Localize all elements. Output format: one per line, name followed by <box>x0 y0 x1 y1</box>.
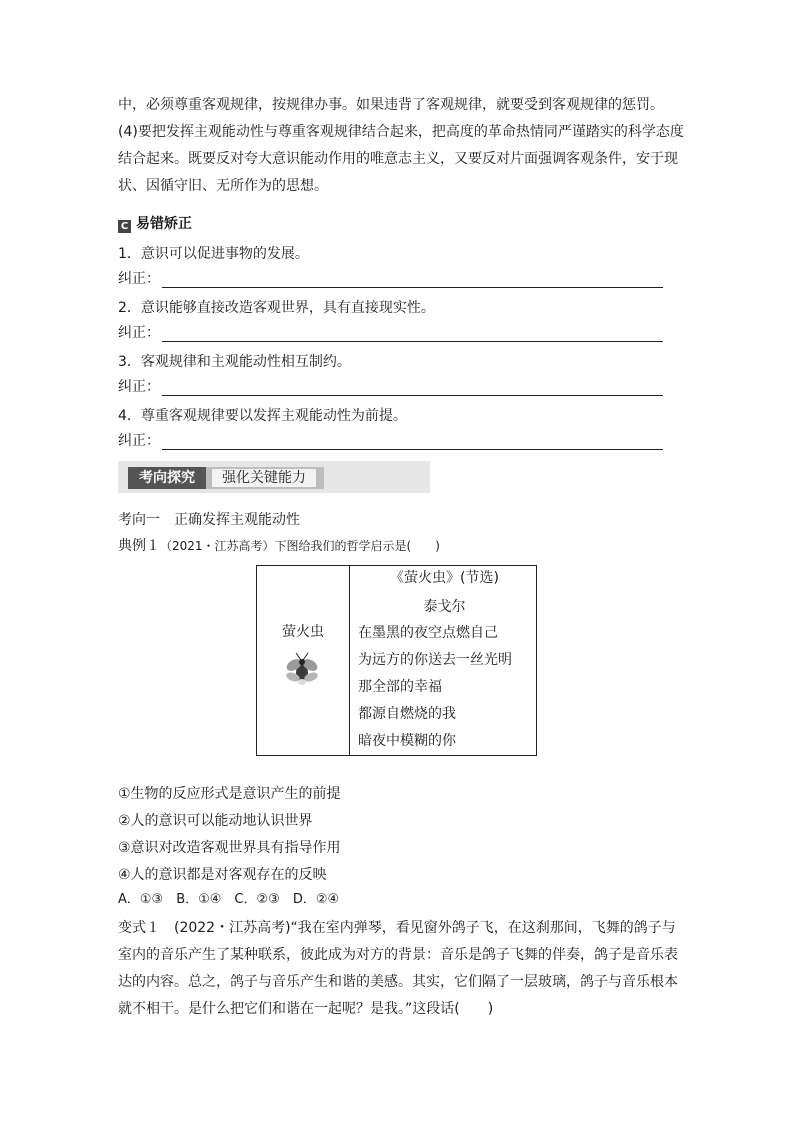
correction-answer-row-2[interactable] <box>118 324 663 342</box>
correction-label: 纠正： <box>118 433 160 449</box>
correction-answer-row-1[interactable] <box>118 270 663 288</box>
intro-line-2: (4)要把发挥主观能动性与尊重客观规律结合起来，把高度的革命热情同严谨踏实的科学态度 <box>118 124 684 140</box>
example-label: 典例１ <box>118 538 160 554</box>
example-text: （2021・江苏高考）下图给我们的哲学启示是( ) <box>160 539 440 553</box>
poem-line: 暗夜中模糊的你 <box>358 733 456 749</box>
poem-table <box>256 565 537 756</box>
answer-line[interactable] <box>162 380 663 396</box>
answer-line[interactable] <box>162 434 663 450</box>
answer-line[interactable] <box>162 272 663 288</box>
correction-label: 纠正： <box>118 271 160 287</box>
option-2: ②人的意识可以能动地认识世界 <box>118 813 313 829</box>
intro-line-1: 中，必须尊重客观规律，按规律办事。如果违背了客观规律，就要受到客观规律的惩罚。 <box>118 97 664 113</box>
poem-line: 为远方的你送去一丝光明 <box>358 652 512 668</box>
poem-right-cell <box>350 566 537 756</box>
firefly-label: 萤火虫 <box>282 624 324 640</box>
direction-heading: 考向一 正确发挥主观能动性 <box>118 512 300 528</box>
option-1: ①生物的反应形式是意识产生的前提 <box>118 786 341 802</box>
banner-light-label: 强化关键能力 <box>212 469 316 487</box>
poem-line: 都源自燃烧的我 <box>358 706 456 722</box>
variant-line-3: 达的内容。总之，鸽子与音乐产生和谐的美感。其实，它们隔了一层玻璃，鸽子与音乐根本 <box>118 974 678 990</box>
firefly-icon <box>284 651 320 695</box>
banner-dark-label: 考向探究 <box>128 467 206 489</box>
example-line <box>118 537 440 555</box>
correction-item-2: 2．意识能够直接改造客观世界，具有直接现实性。 <box>118 300 435 316</box>
poem-line: 那全部的幸福 <box>358 679 442 695</box>
correction-label: 纠正： <box>118 379 160 395</box>
poem-author: 泰戈尔 <box>423 599 466 615</box>
variant-line-1: 变式１ (2022・江苏高考)“我在室内弹琴，看见窗外鸽子飞，在这刹那间，飞舞的鸽子与 <box>118 920 676 936</box>
section-banner <box>118 461 430 493</box>
variant-line-4: 就不相干。是什么把它们和谐在一起呢？是我。”这段话( ) <box>118 1001 494 1017</box>
variant-line-2: 室内的音乐产生了某种联系，彼此成为对方的背景：音乐是鸽子飞舞的伴奏，鸽子是音乐表 <box>118 947 678 963</box>
poem-title: 《萤火虫》(节选) <box>390 570 499 586</box>
corrections-heading <box>118 215 192 233</box>
option-3: ③意识对改造客观世界具有指导作用 <box>118 840 341 856</box>
corrections-tag-icon: C <box>118 220 131 233</box>
correction-item-3: 3．客观规律和主观能动性相互制约。 <box>118 354 351 370</box>
poem-left-cell <box>257 566 350 756</box>
corrections-heading-text: 易错矫正 <box>136 216 192 232</box>
intro-line-3: 结合起来。既要反对夸大意识能动作用的唯意志主义，又要反对片面强调客观条件，安于现 <box>118 151 678 167</box>
banner-inner <box>128 467 324 489</box>
poem-line: 在墨黑的夜空点燃自己 <box>358 625 498 641</box>
answer-choices: A．①③ B．①④ C．②③ D．②④ <box>118 892 340 907</box>
option-4: ④人的意识都是对客观存在的反映 <box>118 867 327 883</box>
correction-item-1: 1．意识可以促进事物的发展。 <box>118 246 309 262</box>
correction-answer-row-4[interactable] <box>118 432 663 450</box>
correction-label: 纠正： <box>118 325 160 341</box>
correction-item-4: 4．尊重客观规律要以发挥主观能动性为前提。 <box>118 408 407 424</box>
correction-answer-row-3[interactable] <box>118 378 663 396</box>
answer-line[interactable] <box>162 326 663 342</box>
intro-line-4: 状、因循守旧、无所作为的思想。 <box>118 178 328 194</box>
